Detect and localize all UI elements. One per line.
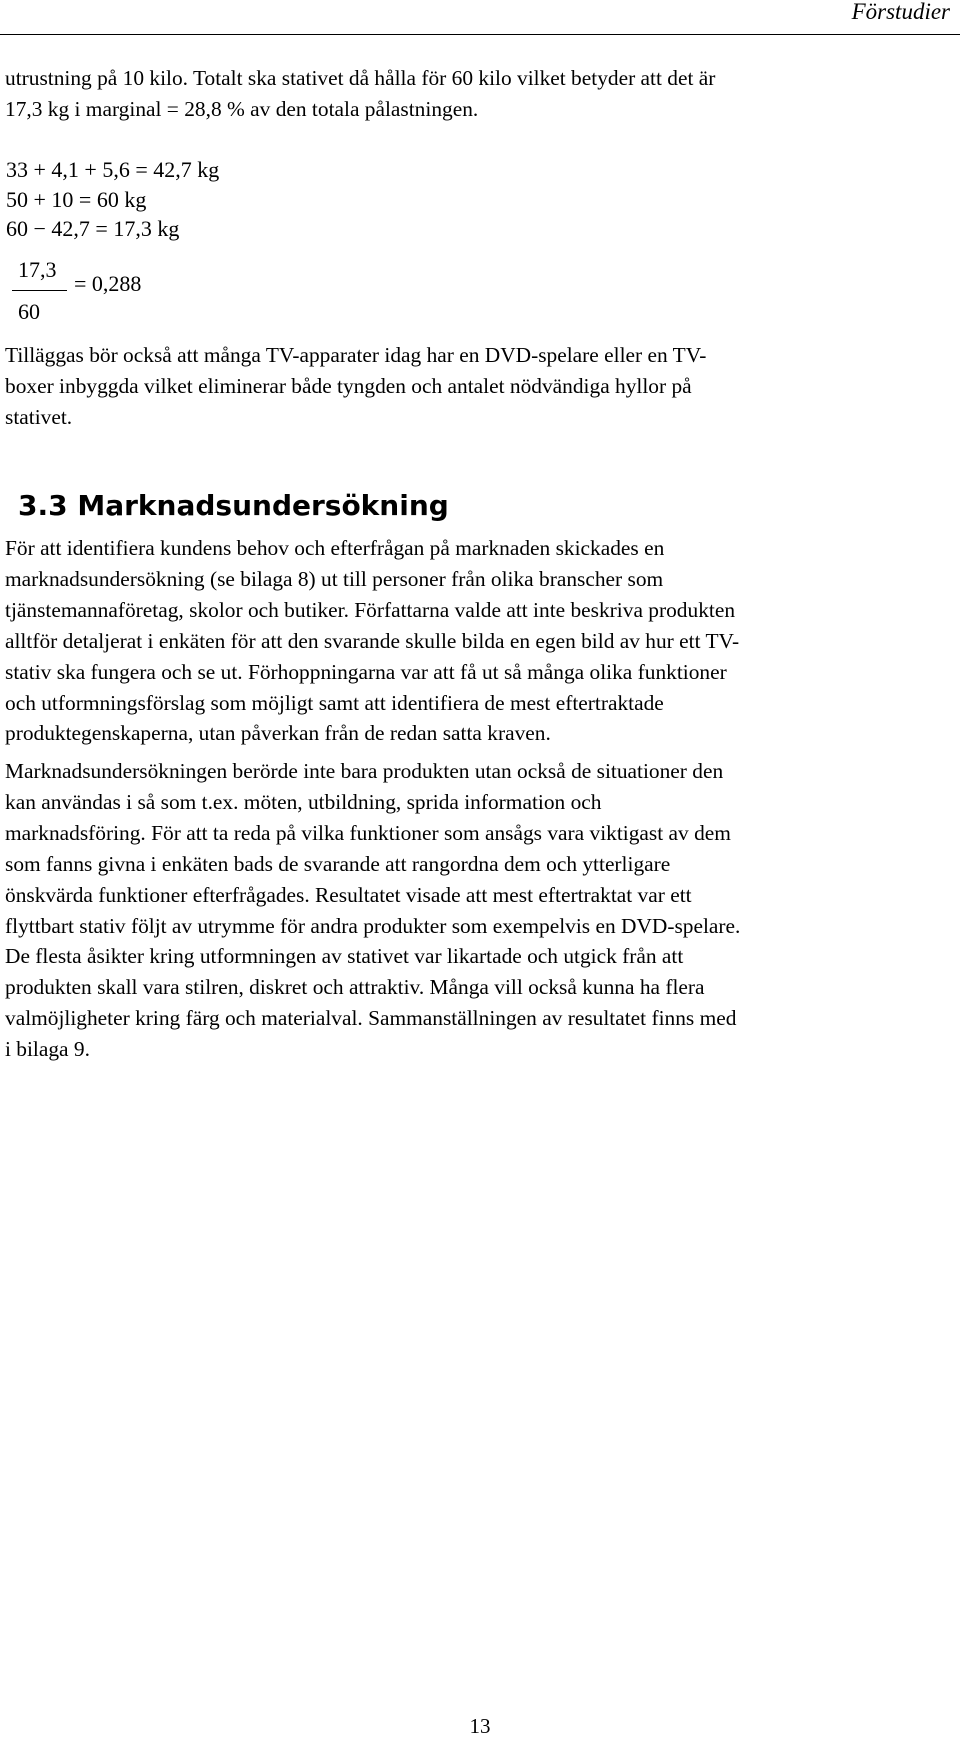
- equation-sum-weights: 33 + 4,1 + 5,6 = 42,7 kg: [6, 157, 220, 182]
- note-line: Tilläggas bör också att många TV-apparater idag har en DVD-spelare eller en TV-: [5, 343, 707, 367]
- paragraph-line: och utformningsförslag som möjligt samt att identifiera de mest eftertraktade: [5, 690, 664, 715]
- note-line: boxer inbyggda vilket eliminerar både tyngden och antalet nödvändiga hyllor på: [5, 373, 692, 398]
- paragraph-line: flyttbart stativ följt av utrymme för andra produkter som exempelvis en DVD-spelare.: [5, 913, 741, 938]
- fraction-denominator: 60: [18, 299, 40, 324]
- paragraph-line: som fanns givna i enkäten bads de svarande att rangordna dem och ytterligare: [5, 851, 671, 876]
- paragraph-line: stativ ska fungera och se ut. Förhoppningarna var att få ut så många olika funktioner: [5, 659, 727, 684]
- equation-ratio: [6, 255, 206, 335]
- intro-line: 17,3 kg i marginal = 28,8 % av den totala pålastningen.: [5, 96, 479, 121]
- running-header-title: Förstudier: [851, 0, 950, 24]
- section-paragraph-2: [5, 756, 955, 1065]
- paragraph-line: produkten skall vara stilren, diskret och attraktiv. Många vill också kunna ha flera: [5, 975, 705, 1000]
- header-rule: [0, 34, 960, 35]
- note-line: stativet.: [5, 404, 73, 429]
- paragraph-line: Marknadsundersökningen berörde inte bara produkten utan också de situationer den: [5, 759, 724, 783]
- section-paragraph-1: [5, 533, 955, 749]
- paragraph-line: marknadsundersökning (se bilaga 8) ut till personer från olika branscher som: [5, 566, 664, 591]
- paragraph-line: önskvärda funktioner efterfrågades. Resultatet visade att mest eftertraktat var ett: [5, 882, 692, 907]
- running-header: [0, 0, 960, 30]
- paragraph-line: i bilaga 9.: [5, 1037, 90, 1062]
- paragraph-line: De flesta åsikter kring utformningen av stativet var likartade och utgick från att: [5, 944, 684, 969]
- intro-paragraph: [5, 63, 955, 125]
- section-heading: 3.3 Marknadsundersökning: [18, 489, 449, 522]
- equation-total-capacity: 50 + 10 = 60 kg: [6, 187, 147, 212]
- paragraph-line: alltför detaljerat i enkäten för att den svarande skulle bilda en egen bild av hur ett TV-: [5, 628, 740, 653]
- page-number: 13: [469, 1714, 491, 1738]
- paragraph-line: tjänstemannaföretag, skolor och butiker. Författarna valde att inte beskriva produkten: [5, 597, 736, 622]
- paragraph-line: För att identifiera kundens behov och efterfrågan på marknaden skickades en: [5, 536, 665, 560]
- intro-line: utrustning på 10 kilo. Totalt ska stativet då hålla för 60 kilo vilket betyder att det är: [5, 66, 716, 90]
- paragraph-line: valmöjligheter kring färg och materialval. Sammanställningen av resultatet finns med: [5, 1006, 737, 1031]
- paragraph-line: kan användas i så som t.ex. möten, utbildning, sprida information och: [5, 789, 602, 814]
- fraction-bar: [12, 290, 67, 291]
- note-paragraph: [5, 340, 955, 433]
- equation-margin: 60 − 42,7 = 17,3 kg: [6, 216, 180, 241]
- paragraph-line: marknadsföring. För att ta reda på vilka funktioner som ansågs vara viktigast av dem: [5, 820, 731, 845]
- paragraph-line: produktegenskaperna, utan påverkan från de redan satta kraven.: [5, 721, 551, 746]
- fraction-result: = 0,288: [74, 271, 142, 296]
- fraction-numerator: 17,3: [18, 257, 57, 282]
